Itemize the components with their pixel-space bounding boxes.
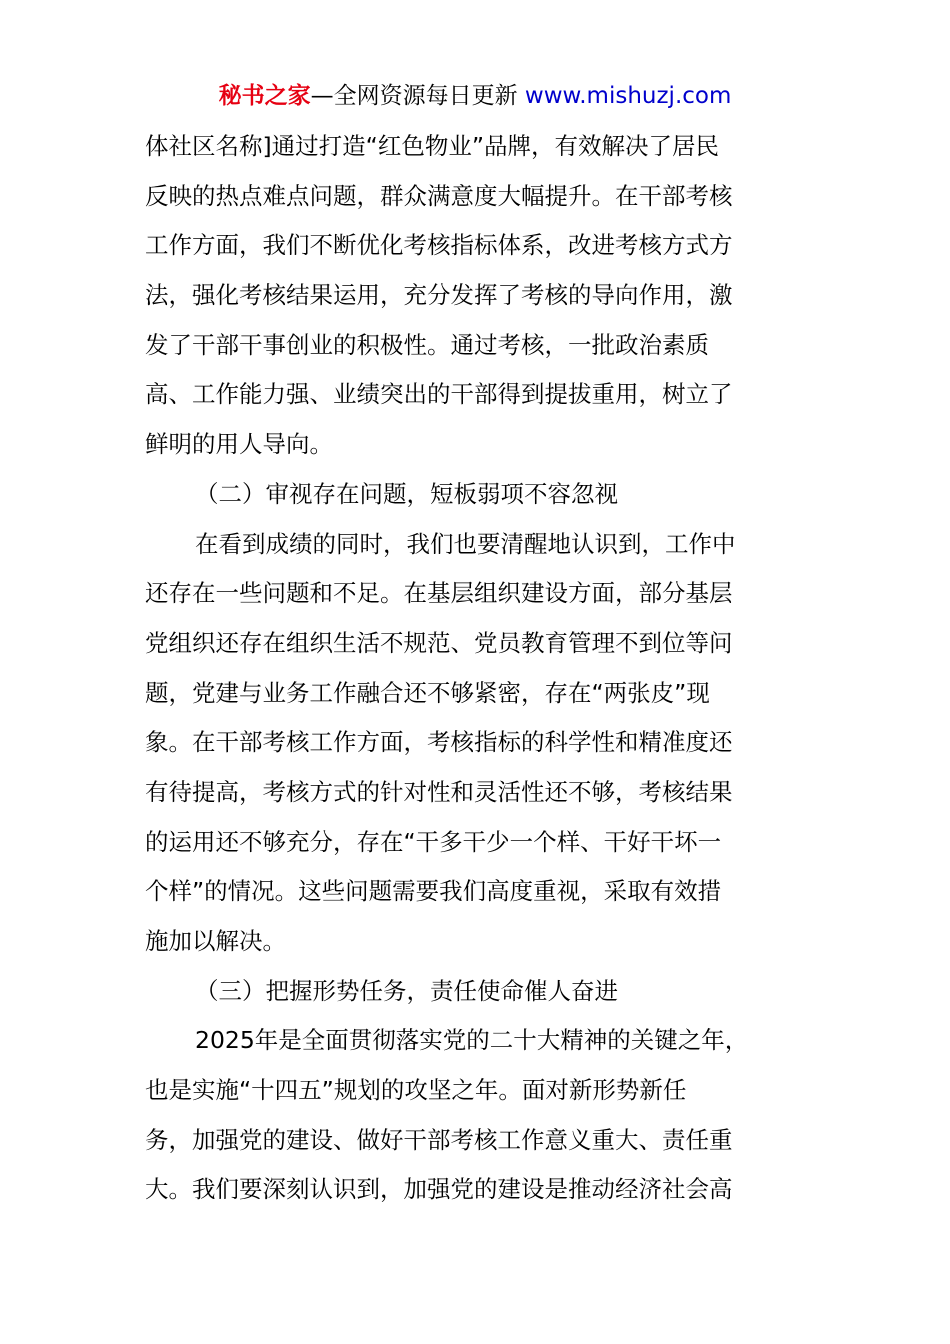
- text-line: 还存在一些问题和不足。在基层组织建设方面，部分基层: [145, 579, 733, 608]
- text-line: 体社区名称]通过打造“红色物业”品牌，有效解决了居民: [145, 132, 720, 160]
- text-line: 象。在干部考核工作方面，考核指标的科学性和精准度还: [145, 728, 733, 757]
- header-tagline: —全网资源每日更新: [310, 83, 518, 109]
- text-line: 有待提高，考核方式的针对性和灵活性还不够，考核结果: [145, 777, 733, 806]
- text-line: 2025年是全面贯彻落实党的二十大精神的关键之年，: [195, 1026, 749, 1055]
- text-line: 大。我们要深刻认识到，加强党的建设是推动经济社会高: [145, 1175, 733, 1204]
- text-line: 施加以解决。: [145, 927, 286, 955]
- site-url-link[interactable]: www.mishuzj.com: [524, 83, 732, 109]
- text-line: 个样”的情况。这些问题需要我们高度重视，采取有效措: [145, 877, 722, 906]
- text-line: 工作方面，我们不断优化考核指标体系，改进考核方式方: [145, 231, 733, 260]
- text-line: 也是实施“十四五”规划的攻坚之年。面对新形势新任: [145, 1076, 687, 1105]
- section-heading: （二）审视存在问题，短板弱项不容忽视: [195, 479, 618, 508]
- text-line: 务，加强党的建设、做好干部考核工作意义重大、责任重: [145, 1125, 733, 1154]
- text-line: 发了干部干事创业的积极性。通过考核，一批政治素质: [145, 330, 709, 359]
- text-line: 高、工作能力强、业绩突出的干部得到提拔重用，树立了: [145, 380, 733, 409]
- text-line: 在看到成绩的同时，我们也要清醒地认识到，工作中: [195, 529, 736, 558]
- section-heading: （三）把握形势任务，责任使命催人奋进: [195, 976, 618, 1005]
- text-line: 的运用还不够充分，存在“干多干少一个样、干好干坏一: [145, 827, 722, 856]
- document-body: [145, 122, 815, 1215]
- text-line: 法，强化考核结果运用，充分发挥了考核的导向作用，激: [145, 281, 733, 310]
- text-line: 反映的热点难点问题，群众满意度大幅提升。在干部考核: [145, 181, 733, 210]
- site-header: [0, 80, 950, 112]
- text-line: 党组织还存在组织生活不规范、党员教育管理不到位等问: [145, 628, 733, 657]
- brand-name: 秘书之家: [218, 83, 311, 109]
- text-line: 题，党建与业务工作融合还不够紧密，存在“两张皮”现: [145, 678, 710, 707]
- text-line: 鲜明的用人导向。: [145, 430, 333, 459]
